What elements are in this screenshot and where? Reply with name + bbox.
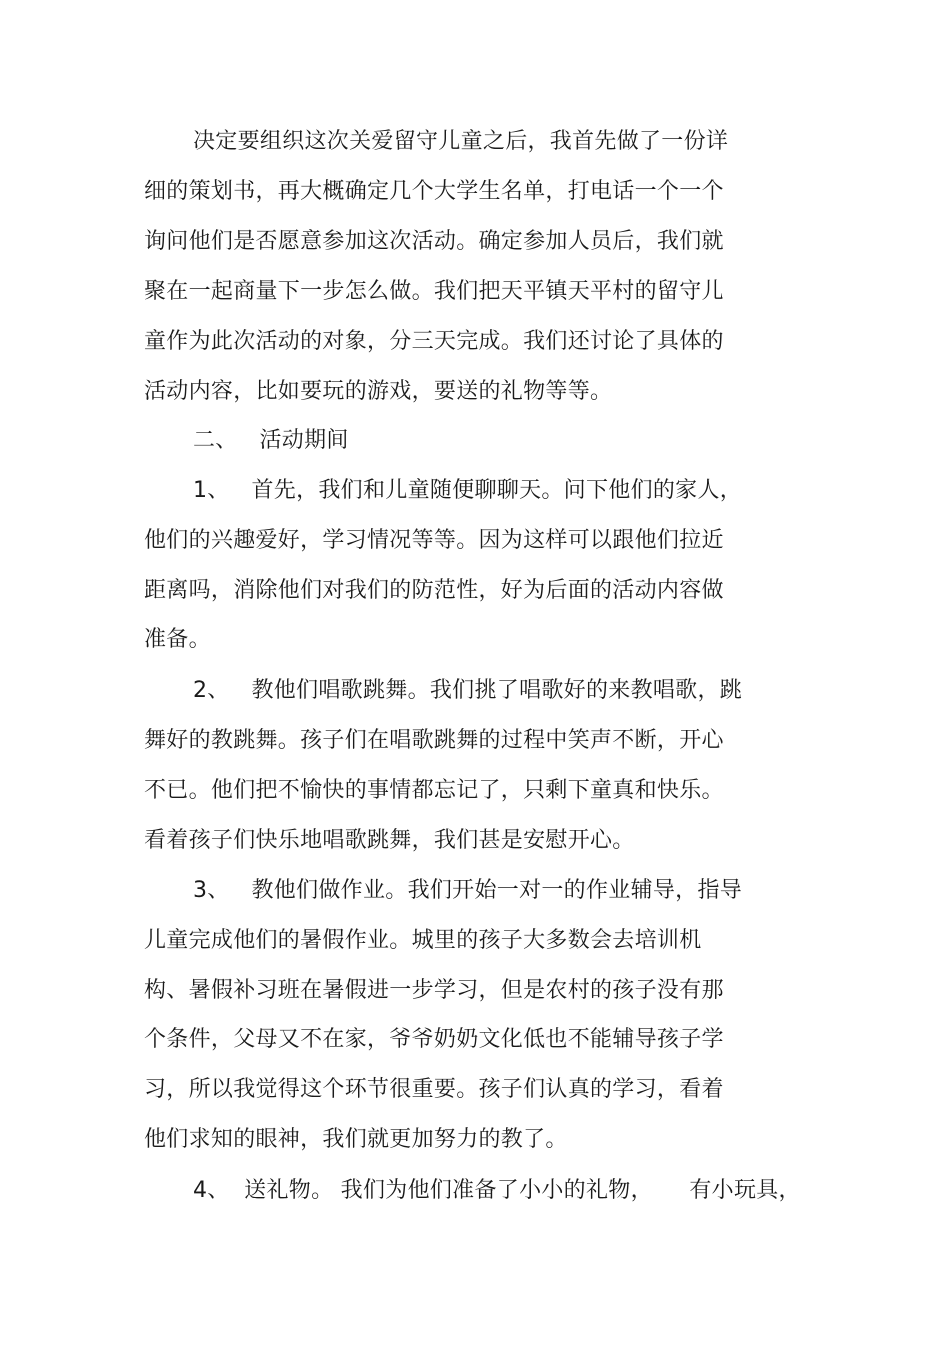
paragraph-line: 个条件，父母又不在家，爷爷奶奶文化低也不能辅导孩子学 <box>144 1027 724 1052</box>
paragraph-line: 童作为此次活动的对象，分三天完成。我们还讨论了具体的 <box>144 329 724 354</box>
list-item-4: 4、 送礼物。 我们为他们准备了小小的礼物， 有小玩具， <box>193 1178 801 1203</box>
paragraph-line: 看着孩子们快乐地唱歌跳舞，我们甚是安慰开心。 <box>144 828 635 853</box>
paragraph-line: 聚在一起商量下一步怎么做。我们把天平镇天平村的留守儿 <box>144 279 724 304</box>
list-item-1: 1、 首先，我们和儿童随便聊聊天。问下他们的家人， <box>193 478 743 503</box>
list-item-3: 3、 教他们做作业。我们开始一对一的作业辅导，指导 <box>193 878 743 903</box>
paragraph-line: 询问他们是否愿意参加这次活动。确定参加人员后，我们就 <box>144 229 724 254</box>
paragraph-line: 不已。他们把不愉快的事情都忘记了，只剩下童真和快乐。 <box>144 778 724 803</box>
paragraph-line: 构、暑假补习班在暑假进一步学习，但是农村的孩子没有那 <box>144 978 724 1003</box>
paragraph-line: 距离吗，消除他们对我们的防范性，好为后面的活动内容做 <box>144 578 724 603</box>
paragraph-line: 儿童完成他们的暑假作业。城里的孩子大多数会去培训机 <box>144 928 702 953</box>
paragraph-line: 他们求知的眼神，我们就更加努力的教了。 <box>144 1127 568 1152</box>
paragraph-line: 舞好的教跳舞。孩子们在唱歌跳舞的过程中笑声不断，开心 <box>144 728 724 753</box>
paragraph-line: 细的策划书，再大概确定几个大学生名单，打电话一个一个 <box>144 179 724 204</box>
paragraph-line: 决定要组织这次关爱留守儿童之后，我首先做了一份详 <box>193 129 729 154</box>
paragraph-line: 活动内容，比如要玩的游戏，要送的礼物等等。 <box>144 379 613 404</box>
section-heading: 二、 活动期间 <box>193 428 349 453</box>
paragraph-line: 习，所以我觉得这个环节很重要。孩子们认真的学习，看着 <box>144 1077 724 1102</box>
list-item-2: 2、 教他们唱歌跳舞。我们挑了唱歌好的来教唱歌，跳 <box>193 678 743 703</box>
paragraph-line: 他们的兴趣爱好，学习情况等等。因为这样可以跟他们拉近 <box>144 528 724 553</box>
paragraph-line: 准备。 <box>144 627 211 652</box>
